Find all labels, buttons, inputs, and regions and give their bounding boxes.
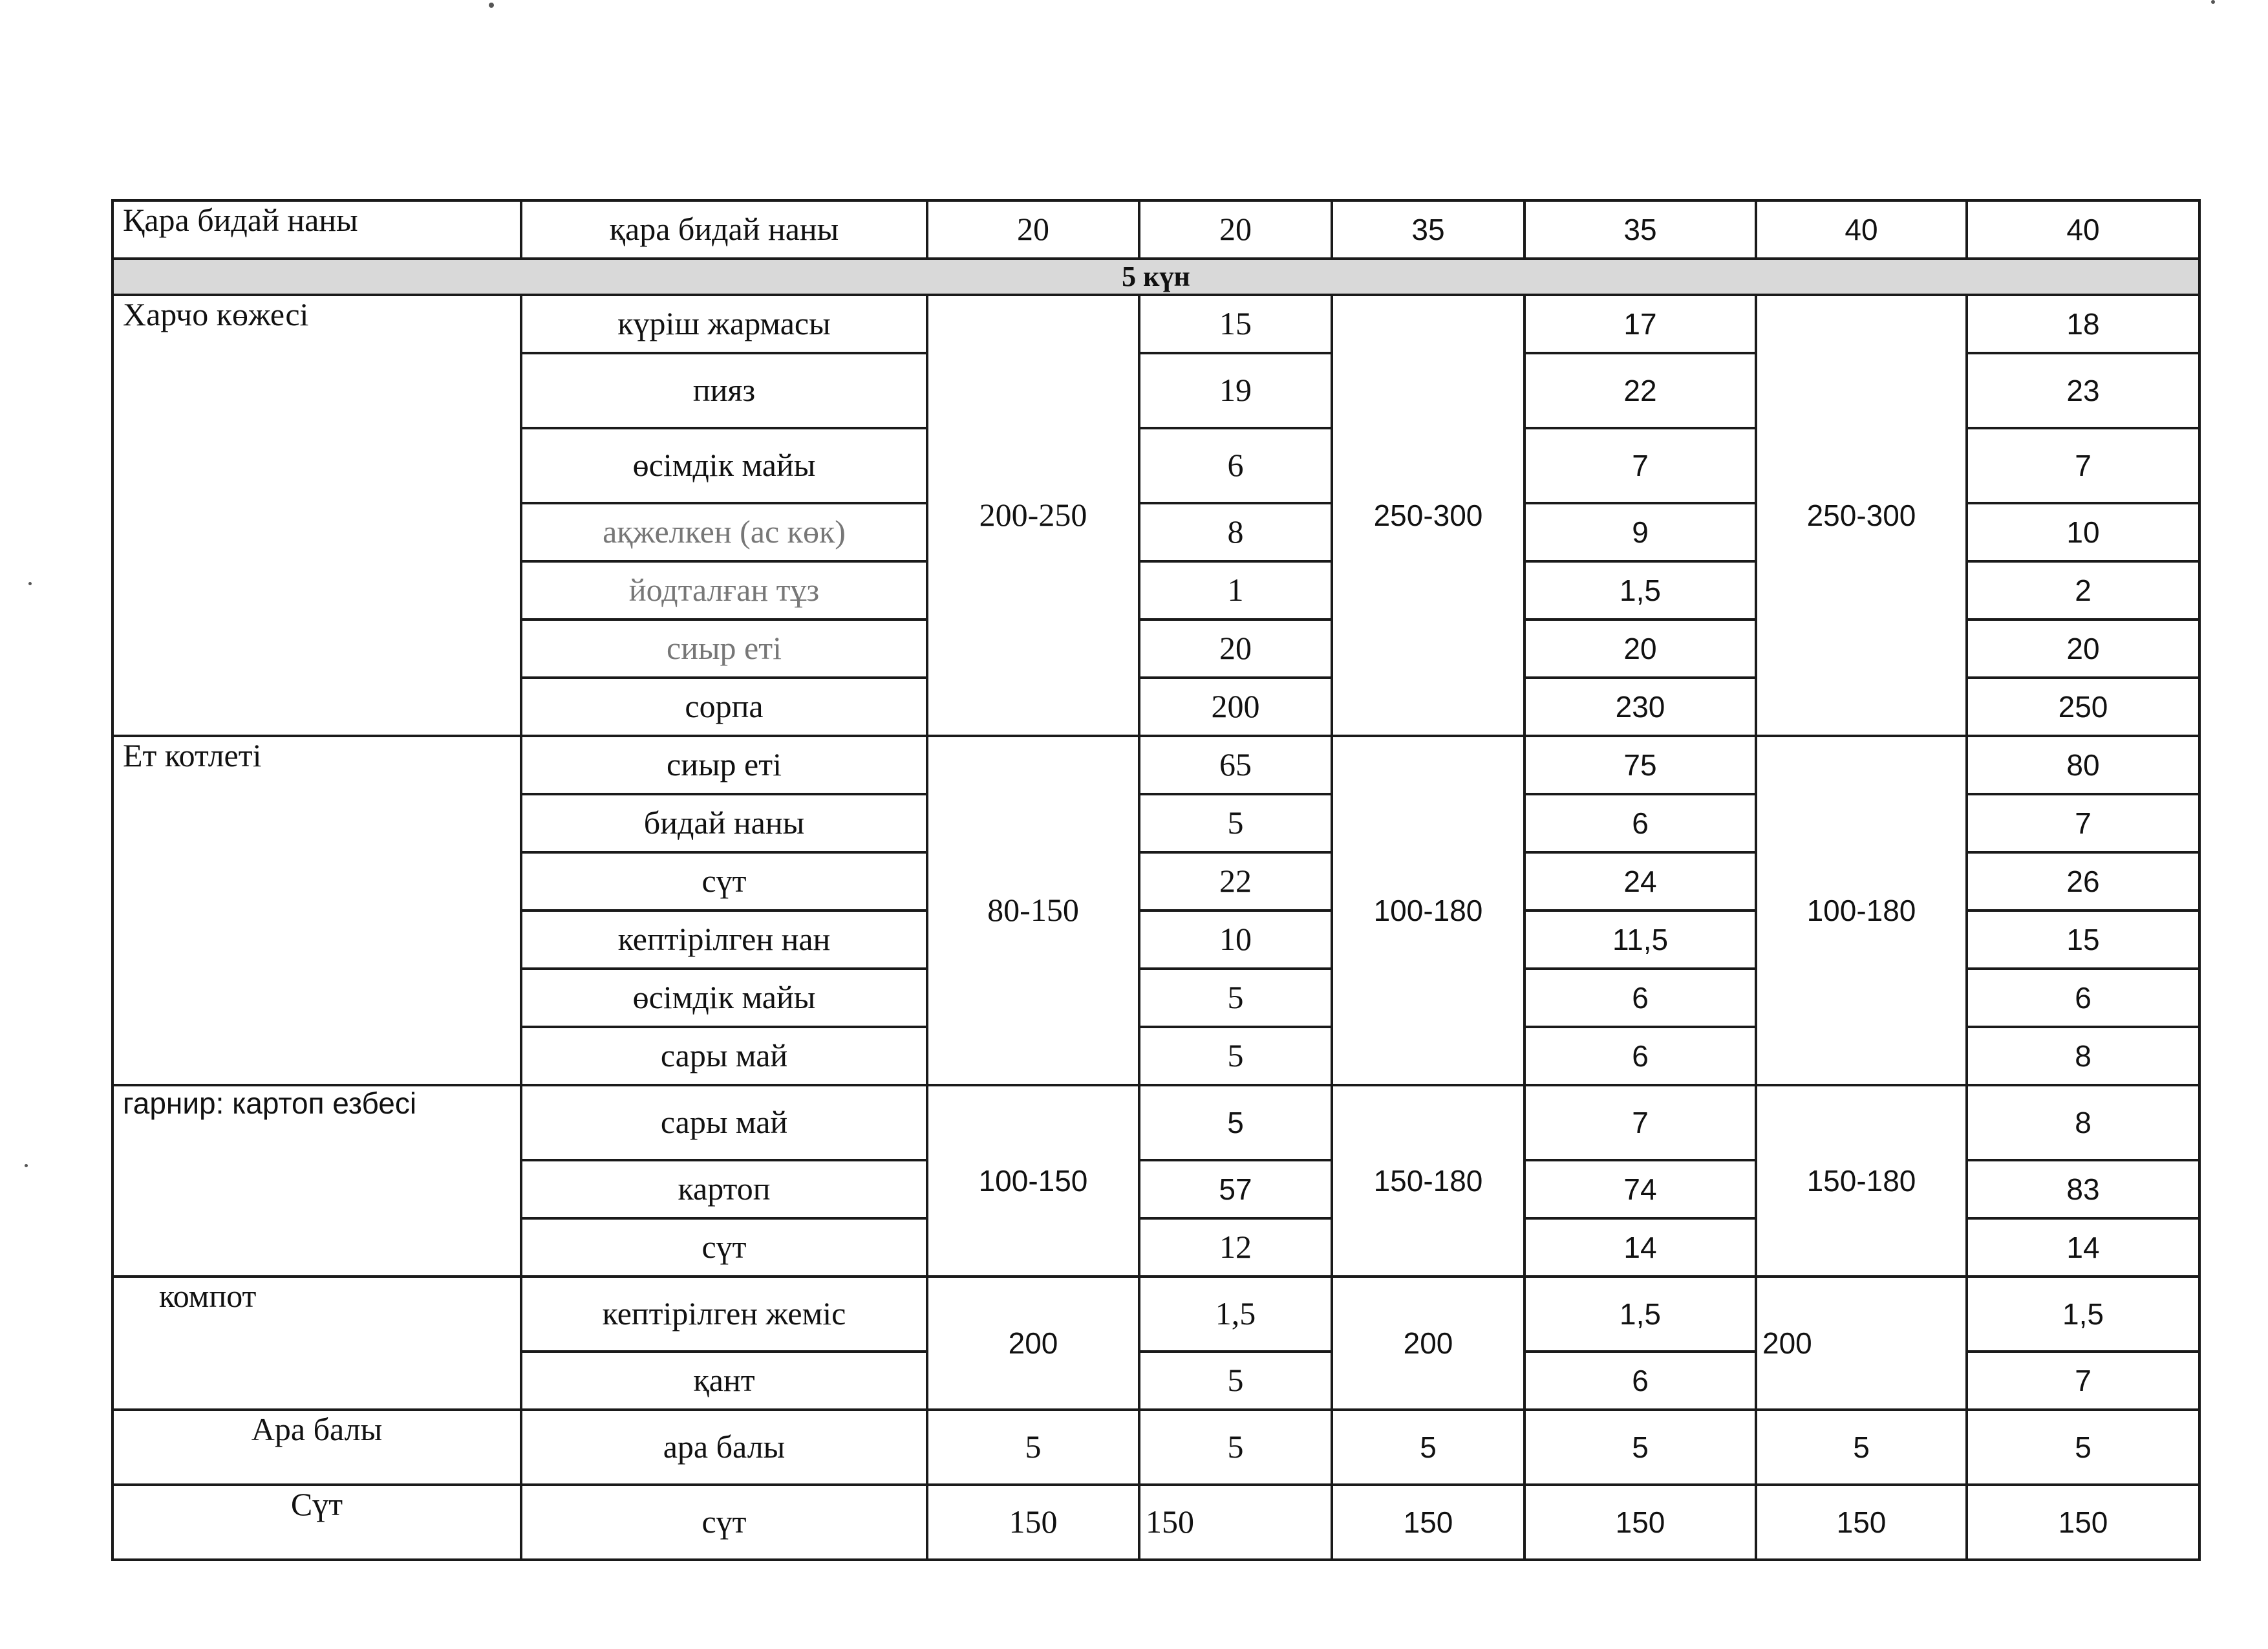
day-header-row [112,259,2199,295]
value-cell: 5 [927,1410,1139,1485]
value-cell: 5 [1967,1410,2199,1485]
value-cell: 40 [1756,200,1967,259]
ingredient-cell: йодталған тұз [521,561,927,620]
portion-cell: 200 [927,1277,1139,1410]
value-cell: 18 [1967,295,2199,353]
value-cell: 11,5 [1524,911,1756,969]
value-cell: 6 [1524,1352,1756,1410]
portion-cell: 200 [1756,1277,1967,1410]
ingredient-cell: сары май [521,1027,927,1085]
value-cell: 22 [1139,852,1332,911]
dish-name: Ет котлеті [112,736,521,1085]
table-row [112,1085,2199,1160]
table-row [112,295,2199,353]
value-cell: 15 [1139,295,1332,353]
value-cell: 6 [1524,1027,1756,1085]
scan-speck [2211,0,2215,4]
value-cell: 5 [1139,1352,1332,1410]
ingredient-cell: өсімдік майы [521,428,927,503]
value-cell: 230 [1524,678,1756,736]
value-cell: 150 [1524,1485,1756,1560]
value-cell: 1,5 [1967,1277,2199,1352]
value-cell: 19 [1139,353,1332,428]
ingredient-cell: өсімдік майы [521,969,927,1027]
portion-cell: 150-180 [1756,1085,1967,1277]
value-cell: 23 [1967,353,2199,428]
value-cell: 20 [1139,200,1332,259]
value-cell: 83 [1967,1160,2199,1218]
value-cell: 40 [1967,200,2199,259]
dish-name: компот [112,1277,521,1410]
ingredient-cell: ара балы [521,1410,927,1485]
value-cell: 57 [1139,1160,1332,1218]
value-cell: 6 [1139,428,1332,503]
value-cell: 7 [1967,794,2199,852]
value-cell: 20 [1524,620,1756,678]
ingredient-cell: қара бидай наны [521,200,927,259]
value-cell: 74 [1524,1160,1756,1218]
dish-name: Ара балы [112,1410,521,1485]
dish-name: гарнир: картоп езбесі [112,1085,521,1277]
ingredient-cell: картоп [521,1160,927,1218]
value-cell: 20 [927,200,1139,259]
value-cell: 20 [1967,620,2199,678]
value-cell: 5 [1139,1410,1332,1485]
ingredient-cell: сиыр еті [521,620,927,678]
portion-cell: 100-180 [1332,736,1524,1085]
scan-speck [25,1164,28,1167]
dish-name: Харчо көжесі [112,295,521,736]
value-cell: 1,5 [1524,561,1756,620]
portion-cell: 100-150 [927,1085,1139,1277]
value-cell: 10 [1967,503,2199,561]
value-cell: 150 [1756,1485,1967,1560]
menu-table [111,199,2201,1561]
value-cell: 14 [1524,1218,1756,1277]
value-cell: 150 [927,1485,1139,1560]
value-cell: 250 [1967,678,2199,736]
portion-cell: 200 [1332,1277,1524,1410]
value-cell: 6 [1967,969,2199,1027]
value-cell: 7 [1524,1085,1756,1160]
value-cell: 5 [1139,969,1332,1027]
value-cell: 200 [1139,678,1332,736]
value-cell: 1,5 [1139,1277,1332,1352]
scan-speck [28,582,32,585]
value-cell: 5 [1139,794,1332,852]
ingredient-cell: сиыр еті [521,736,927,794]
value-cell: 150 [1967,1485,2199,1560]
value-cell: 35 [1332,200,1524,259]
value-cell: 7 [1967,1352,2199,1410]
ingredient-cell: кептірілген жеміс [521,1277,927,1352]
portion-cell: 100-180 [1756,736,1967,1085]
day-header: 5 күн [112,259,2199,295]
value-cell: 20 [1139,620,1332,678]
value-cell: 15 [1967,911,2199,969]
ingredient-cell: ақжелкен (ас көк) [521,503,927,561]
value-cell: 5 [1139,1027,1332,1085]
value-cell: 75 [1524,736,1756,794]
portion-cell: 250-300 [1756,295,1967,736]
portion-cell: 250-300 [1332,295,1524,736]
value-cell: 6 [1524,969,1756,1027]
ingredient-cell: кептірілген нан [521,911,927,969]
value-cell: 10 [1139,911,1332,969]
value-cell: 8 [1967,1085,2199,1160]
value-cell: 17 [1524,295,1756,353]
portion-cell: 150-180 [1332,1085,1524,1277]
value-cell: 26 [1967,852,2199,911]
value-cell: 7 [1967,428,2199,503]
portion-cell: 80-150 [927,736,1139,1085]
dish-name: Қара бидай наны [112,200,521,259]
table-row [112,1485,2199,1560]
value-cell: 8 [1139,503,1332,561]
ingredient-cell: сүт [521,1485,927,1560]
value-cell: 22 [1524,353,1756,428]
ingredient-cell: сорпа [521,678,927,736]
value-cell: 1,5 [1524,1277,1756,1352]
dish-name: Сүт [112,1485,521,1560]
table-row [112,736,2199,794]
ingredient-cell: сары май [521,1085,927,1160]
value-cell: 12 [1139,1218,1332,1277]
portion-cell: 200-250 [927,295,1139,736]
value-cell: 14 [1967,1218,2199,1277]
value-cell: 5 [1756,1410,1967,1485]
value-cell: 9 [1524,503,1756,561]
value-cell: 5 [1332,1410,1524,1485]
value-cell: 65 [1139,736,1332,794]
value-cell: 2 [1967,561,2199,620]
value-cell: 5 [1524,1410,1756,1485]
value-cell: 150 [1139,1485,1332,1560]
value-cell: 6 [1524,794,1756,852]
ingredient-cell: сүт [521,1218,927,1277]
value-cell: 7 [1524,428,1756,503]
ingredient-cell: бидай наны [521,794,927,852]
value-cell: 24 [1524,852,1756,911]
value-cell: 80 [1967,736,2199,794]
value-cell: 1 [1139,561,1332,620]
ingredient-cell: қант [521,1352,927,1410]
value-cell: 35 [1524,200,1756,259]
table-row [112,1277,2199,1352]
value-cell: 150 [1332,1485,1524,1560]
scan-speck [489,3,494,8]
value-cell: 8 [1967,1027,2199,1085]
ingredient-cell: сүт [521,852,927,911]
table-row [112,1410,2199,1485]
ingredient-cell: пияз [521,353,927,428]
ingredient-cell: күріш жармасы [521,295,927,353]
table-row [112,200,2199,259]
value-cell: 5 [1139,1085,1332,1160]
